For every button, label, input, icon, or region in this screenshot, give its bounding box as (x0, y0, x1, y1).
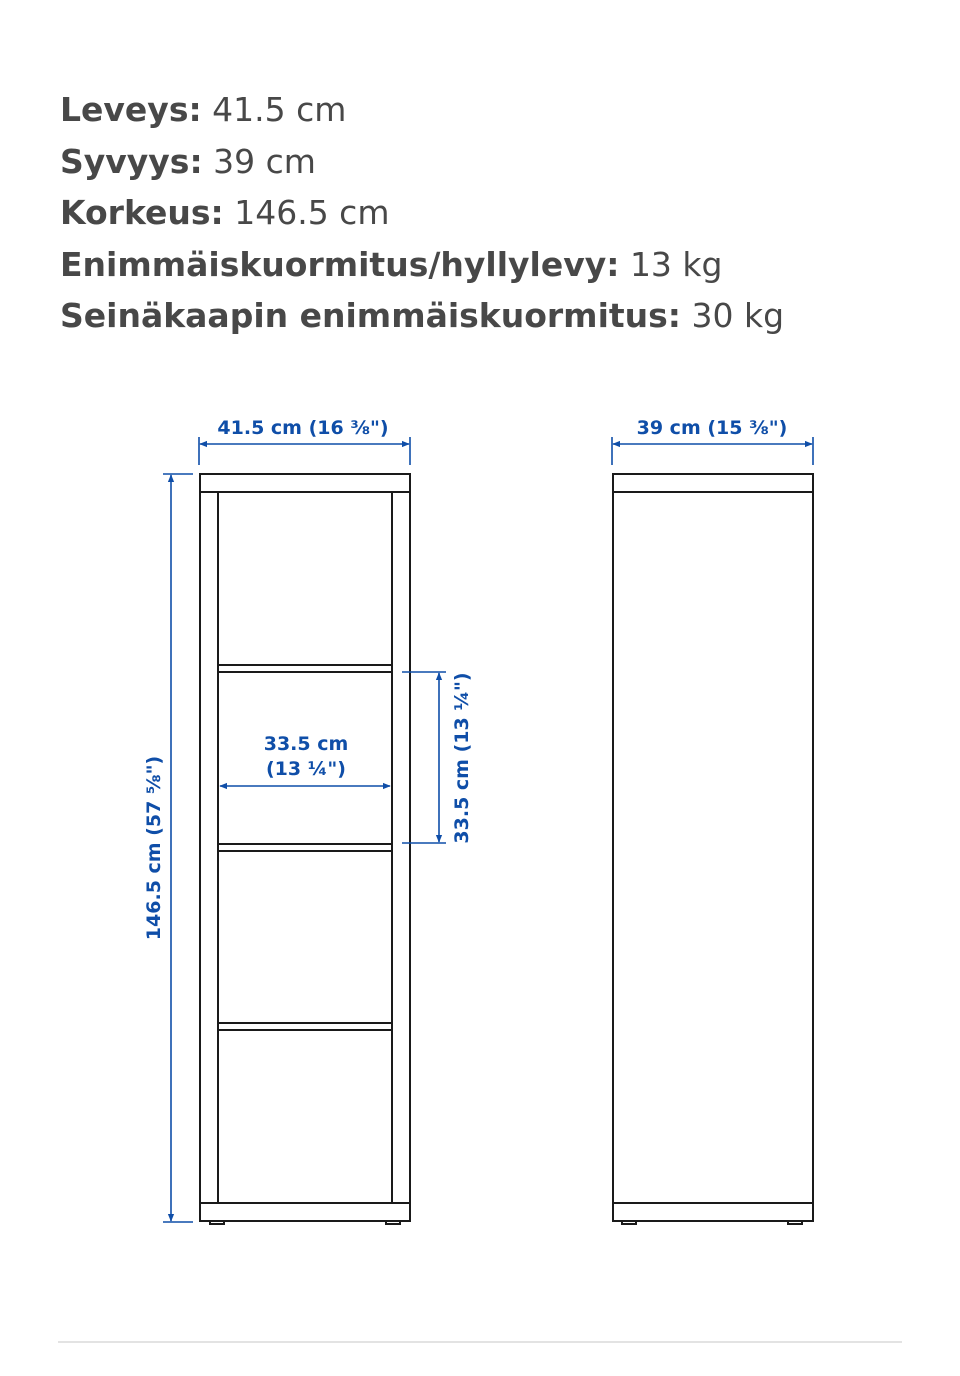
spec-height-label: Korkeus: (60, 193, 224, 232)
front-right-foot (386, 1221, 400, 1224)
spec-depth-value: 39 cm (213, 141, 316, 181)
spec-shelf-load-label: Enimmäiskuormitus/hyllylevy: (60, 244, 620, 284)
spec-width-label: Leveys: (60, 90, 202, 129)
bottom-divider (58, 1341, 902, 1343)
spec-depth-label: Syvyys: (60, 141, 203, 181)
side-left-foot (622, 1221, 636, 1224)
front-shelf-1 (218, 665, 392, 672)
side-bottom-panel (613, 1203, 813, 1221)
front-shelf-2 (218, 844, 392, 851)
front-bottom-panel (200, 1203, 410, 1221)
spec-width-value: 41.5 cm (212, 90, 347, 129)
inner-width-label-line1: 33.5 cm (263, 733, 349, 755)
front-left-side-panel (200, 492, 218, 1203)
spec-shelf-load-value: 13 kg (629, 244, 723, 284)
front-shelf-3 (218, 1023, 392, 1030)
height-label: 146.5 cm (57 ⅝") (143, 755, 165, 941)
inner-height-label: 33.5 cm (13 ¼") (451, 672, 473, 844)
side-top-panel (613, 474, 813, 492)
spec-height-value: 146.5 cm (234, 193, 390, 232)
front-right-side-panel (392, 492, 410, 1203)
front-view-shelf (200, 474, 410, 1224)
spec-wall-load-value: 30 kg (691, 296, 785, 335)
side-body-panel (613, 492, 813, 1203)
front-left-foot (210, 1221, 224, 1224)
front-top-panel (200, 474, 410, 492)
side-right-foot (788, 1221, 802, 1224)
front-width-label: 41.5 cm (16 ⅜") (217, 417, 389, 439)
inner-width-label-line2: (13 ¼") (266, 758, 346, 780)
side-depth-label: 39 cm (15 ⅜") (636, 417, 788, 439)
spec-wall-load-label: Seinäkaapin enimmäiskuormitus: (60, 296, 681, 335)
side-view-shelf (613, 474, 813, 1224)
